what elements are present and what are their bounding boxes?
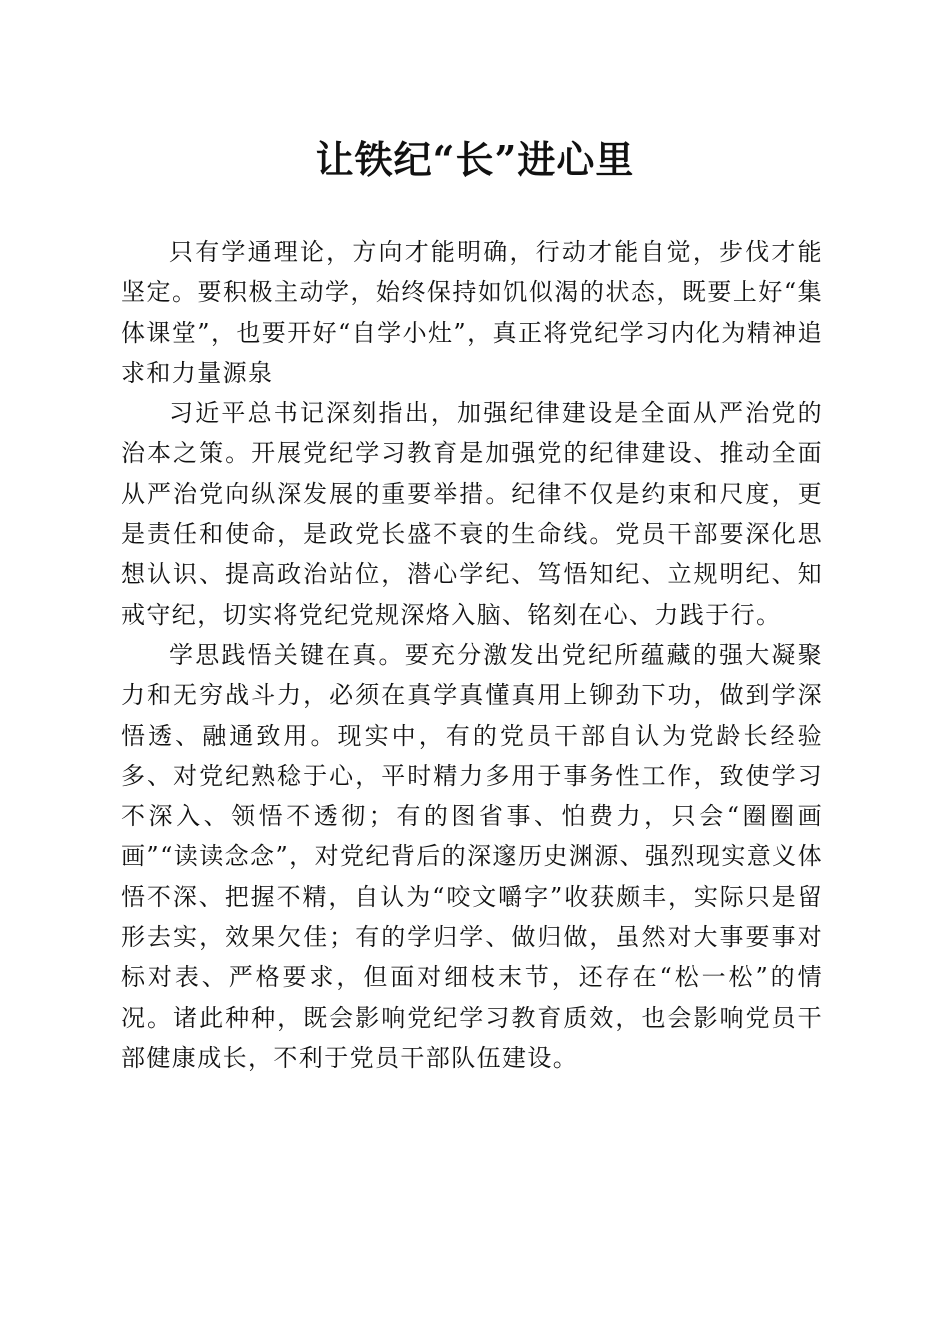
document-body xyxy=(121,232,823,1078)
paragraph-2: 习近平总书记深刻指出，加强纪律建设是全面从严治党的治本之策。开展党纪学习教育是加强党的纪律建设、推动全面从严治党向纵深发展的重要举措。纪律不仅是约束和尺度，更是责任和使命，是政党长盛不衰的生命线。党员干部要深化思想认识、提高政治站位，潜心学纪、笃悟知纪、立规明纪、知戒守纪，切实将党纪党规深烙入脑、铭刻在心、力践于行。 xyxy=(121,399,823,629)
paragraph-1: 只有学通理论，方向才能明确，行动才能自觉，步伐才能坚定。要积极主动学，始终保持如饥似渴的状态，既要上好“集体课堂”，也要开好“自学小灶”，真正将党纪学习内化为精神追求和力量源泉 xyxy=(121,238,823,387)
document-title: 让铁纪“长”进心里 xyxy=(315,137,635,182)
paragraph-3: 学思践悟关键在真。要充分激发出党纪所蕴藏的强大凝聚力和无穷战斗力，必须在真学真懂真用上铆劲下功，做到学深悟透、融通致用。现实中，有的党员干部自认为党龄长经验多、对党纪熟稔于心，平时精力多用于事务性工作，致使学习不深入、领悟不透彻；有的图省事、怕费力，只会“圈圈画画”“读读念念”，对党纪背后的深邃历史渊源、强烈现实意义体悟不深、把握不精，自认为“咬文嚼字”收获颇丰，实际只是留形去实，效果欠佳；有的学归学、做归做，虽然对大事要事对标对表、严格要求，但面对细枝末节，还存在“松一松”的情况。诸此种种，既会影响党纪学习教育质效，也会影响党员干部健康成长，不利于党员干部队伍建设。 xyxy=(121,640,823,1072)
